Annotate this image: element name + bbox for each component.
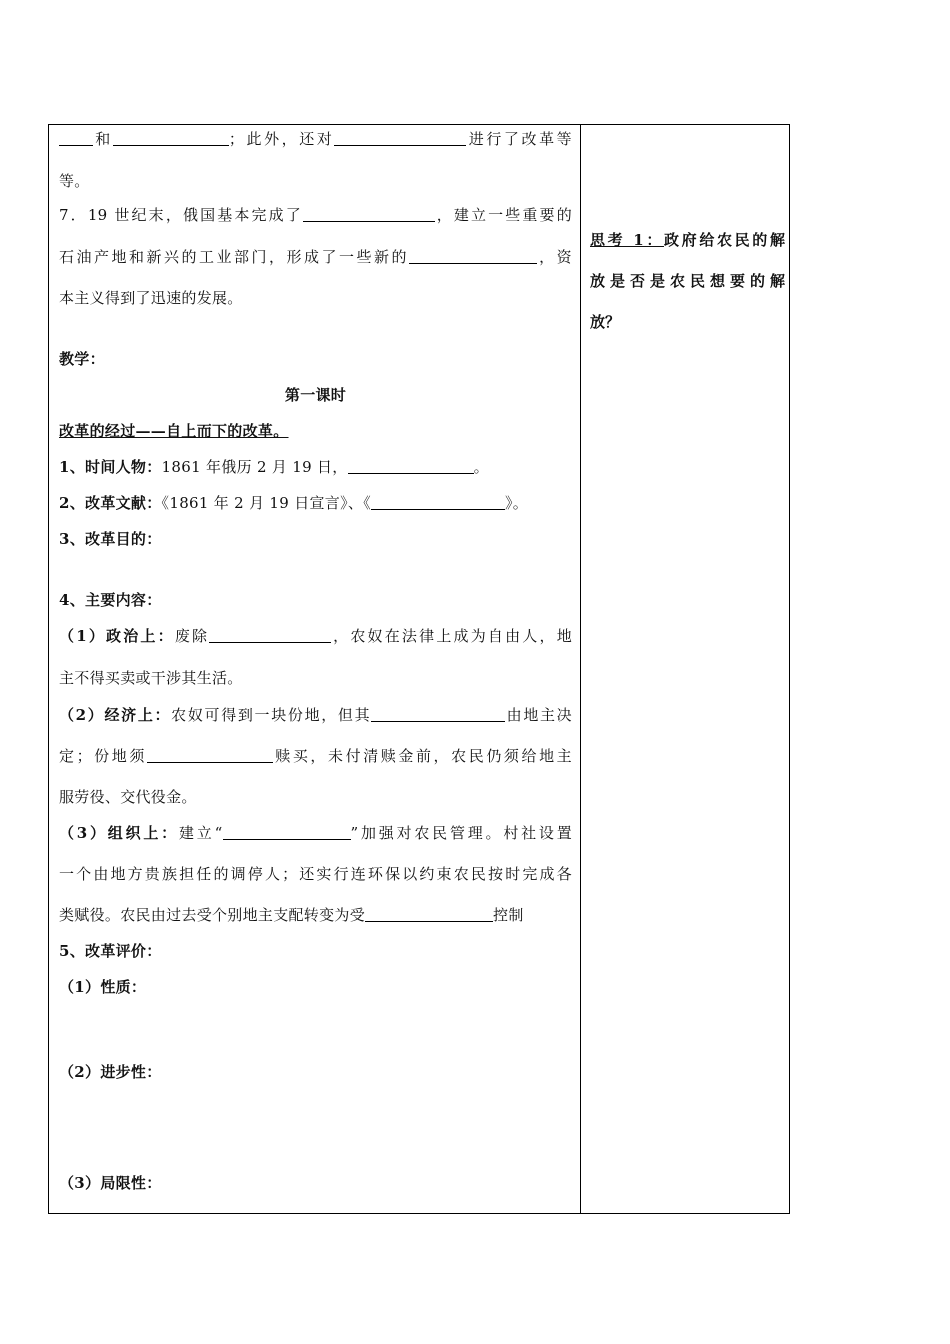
column-divider bbox=[580, 125, 581, 1213]
eval-nature: （1）性质： bbox=[59, 978, 147, 996]
economy-line-3: 服劳役、交代役金。 bbox=[59, 788, 197, 806]
blank bbox=[209, 627, 331, 643]
item-5: 5、改革评价： bbox=[59, 942, 162, 960]
blank bbox=[334, 130, 466, 146]
organization-line-3: 类赋役。农民由过去受个别地主支配转变为受 控制 bbox=[59, 906, 524, 924]
eval-limitation: （3）局限性： bbox=[59, 1174, 162, 1192]
blank bbox=[223, 824, 351, 840]
worksheet-table bbox=[48, 124, 790, 1214]
item-2: 2、改革文献：《1861 年 2 月 19 日宣言》、《 》。 bbox=[59, 494, 529, 512]
item-4: 4、主要内容： bbox=[59, 591, 162, 609]
think-question-line-1: 思考 1：政府给农民的解 bbox=[590, 231, 785, 249]
blank bbox=[365, 906, 493, 922]
line-2: 等。 bbox=[59, 172, 90, 190]
section-heading: 改革的经过——自上而下的改革。 bbox=[59, 422, 289, 440]
line-1: 和 ；此外，还对 进行了改革等 bbox=[59, 128, 572, 150]
item-3: 3、改革目的： bbox=[59, 530, 162, 548]
line-4: 石油产地和新兴的工业部门，形成了一些新的 ，资 bbox=[59, 248, 572, 266]
line-5: 本主义得到了迅速的发展。 bbox=[59, 289, 243, 307]
think-question-line-3: 放？ bbox=[590, 313, 621, 331]
blank bbox=[371, 494, 505, 510]
eval-progress: （2）进步性： bbox=[59, 1063, 162, 1081]
blank bbox=[371, 706, 505, 722]
blank bbox=[409, 248, 537, 264]
item-1: 1、时间人物：1861 年俄历 2 月 19 日， 。 bbox=[59, 458, 489, 476]
blank bbox=[113, 130, 229, 146]
lesson-title: 第一课时 bbox=[284, 386, 347, 404]
politics-line: （1）政治上：废除 ，农奴在法律上成为自由人，地 bbox=[59, 627, 572, 645]
blank bbox=[348, 458, 474, 474]
blank bbox=[147, 747, 273, 763]
economy-line: （2）经济上：农奴可得到一块份地，但其 由地主决 bbox=[59, 706, 572, 724]
blank bbox=[59, 130, 93, 146]
teaching-label: 教学： bbox=[59, 350, 105, 368]
politics-line-2: 主不得买卖或干涉其生活。 bbox=[59, 669, 243, 687]
line-3: 7．19 世纪末，俄国基本完成了 ，建立一些重要的 bbox=[59, 206, 572, 224]
organization-line-2: 一个由地方贵族担任的调停人；还实行连环保以约束农民按时完成各 bbox=[59, 865, 572, 883]
blank bbox=[303, 206, 435, 222]
organization-line: （3）组织上：建立“ ”加强对农民管理。村社设置 bbox=[59, 824, 573, 842]
think-question-line-2: 放是否是农民想要的解 bbox=[590, 272, 785, 290]
economy-line-2: 定；份地须 赎买，未付清赎金前，农民仍须给地主 bbox=[59, 747, 572, 765]
